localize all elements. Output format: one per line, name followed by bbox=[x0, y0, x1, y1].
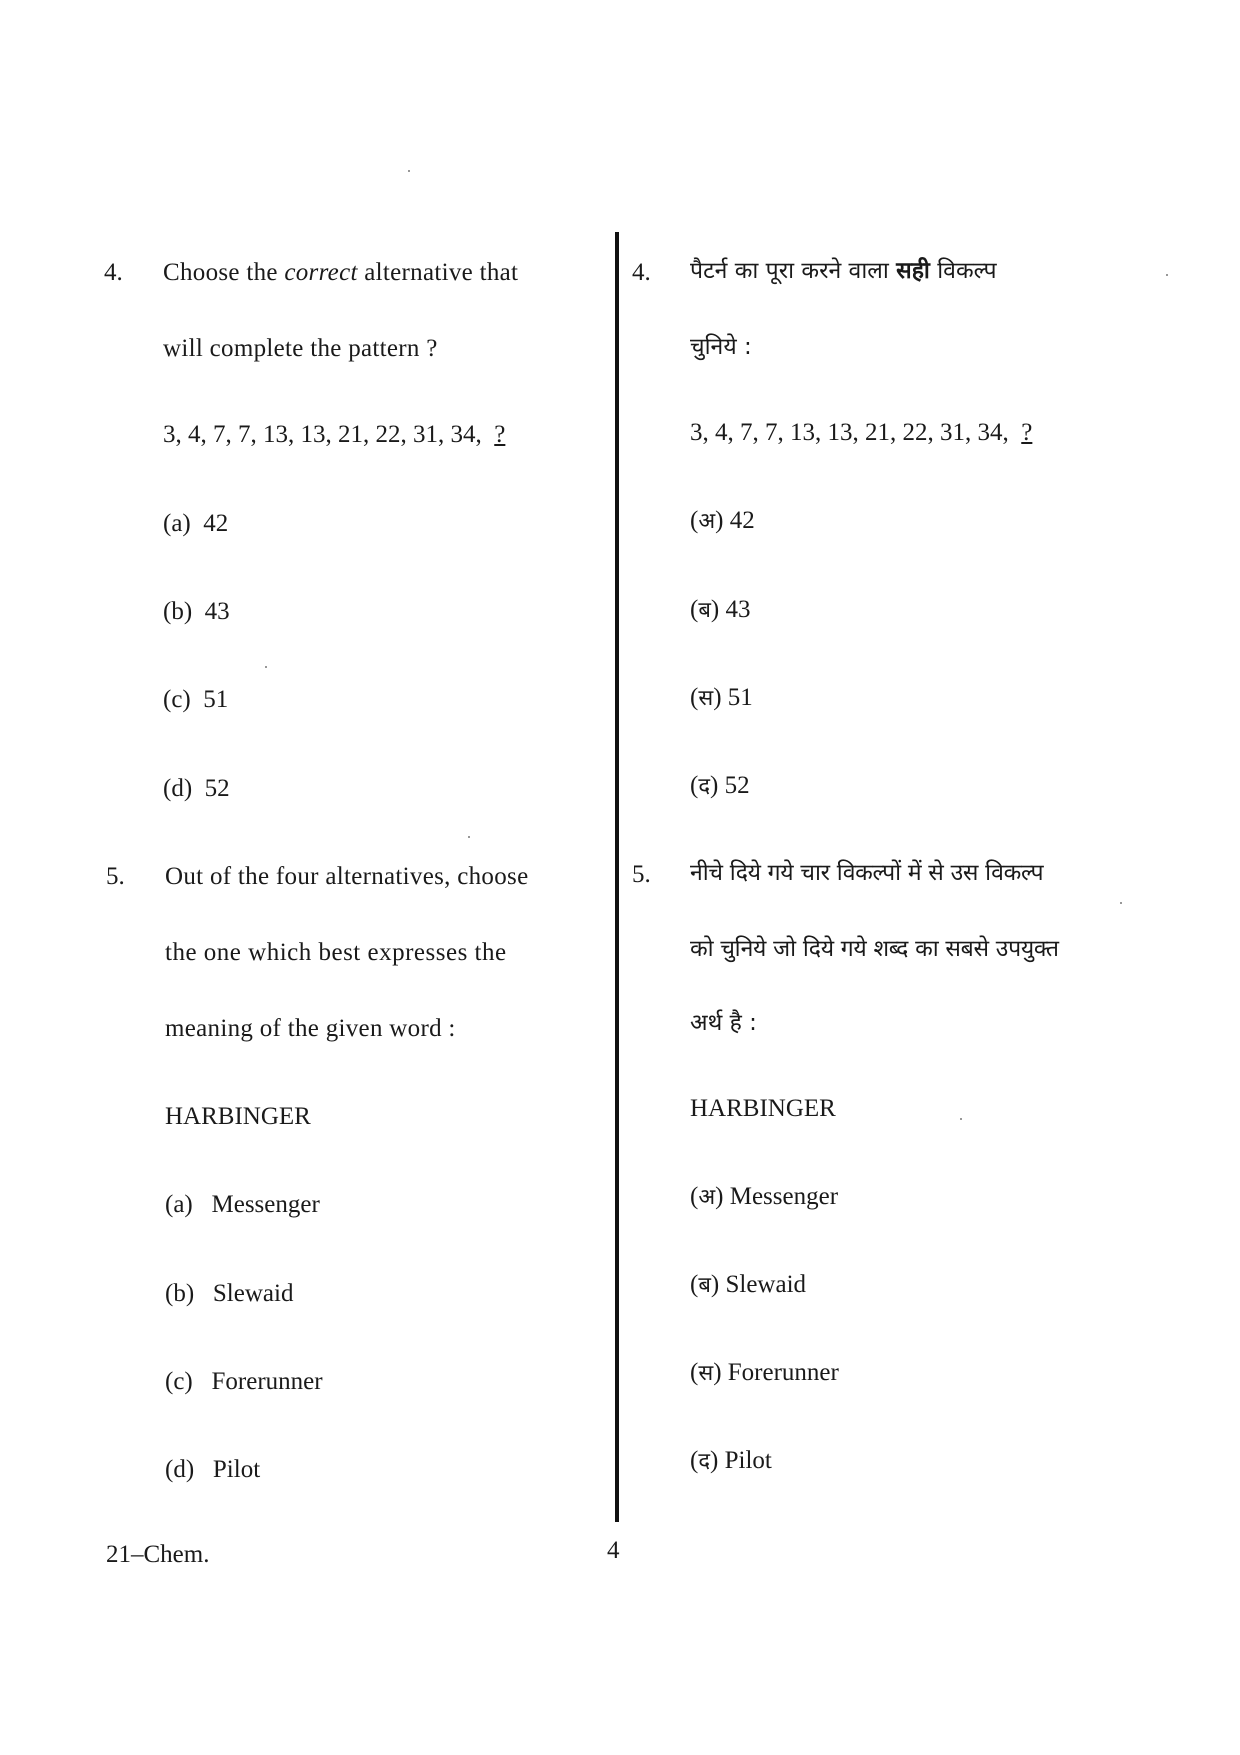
q4-stem-emphasis: correct bbox=[284, 259, 358, 286]
hindi-q4-sequence-blank: ? bbox=[1021, 419, 1033, 446]
hindi-q4-option-c: (स) 51 bbox=[690, 684, 753, 711]
q5-option-d: (d) Pilot bbox=[165, 1456, 261, 1483]
q5-stem-line1: Out of the four alternatives, choose bbox=[165, 863, 529, 890]
hindi-q5-stem-line2: को चुनिये जो दिये गये शब्द का सबसे उपयुक्त bbox=[690, 936, 1059, 962]
hindi-q4-sequence: 3, 4, 7, 7, 13, 13, 21, 22, 31, 34, ? bbox=[690, 419, 1033, 446]
q5-stem-line2: the one which best expresses the bbox=[165, 939, 507, 966]
scan-speck bbox=[408, 170, 410, 172]
q5-number: 5. bbox=[106, 863, 125, 890]
q4-sequence: 3, 4, 7, 7, 13, 13, 21, 22, 31, 34, ? bbox=[163, 421, 506, 448]
hindi-q4-stem-bold: सही bbox=[896, 258, 930, 284]
q4-option-a: (a) 42 bbox=[163, 510, 229, 537]
q4-number: 4. bbox=[104, 259, 123, 286]
hindi-q4-option-b: (ब) 43 bbox=[690, 596, 751, 623]
footer-code: 21–Chem. bbox=[106, 1541, 210, 1568]
scan-speck bbox=[1166, 274, 1168, 276]
q4-option-d: (d) 52 bbox=[163, 775, 230, 802]
q5-option-b: (b) Slewaid bbox=[165, 1280, 294, 1307]
hindi-q5-word: HARBINGER bbox=[690, 1095, 836, 1122]
q4-stem-line1: Choose the correct alternative that bbox=[163, 259, 519, 286]
scan-speck bbox=[960, 1118, 962, 1120]
hindi-q4-number: 4. bbox=[632, 259, 651, 286]
q4-sequence-blank: ? bbox=[494, 421, 506, 448]
scan-speck bbox=[1120, 902, 1122, 904]
column-divider bbox=[615, 232, 619, 1522]
q4-option-b: (b) 43 bbox=[163, 598, 230, 625]
hindi-q5-number: 5. bbox=[632, 861, 651, 888]
q4-option-c: (c) 51 bbox=[163, 686, 229, 713]
q5-option-c: (c) Forerunner bbox=[165, 1368, 323, 1395]
hindi-q5-stem-line3: अर्थ है : bbox=[690, 1010, 757, 1036]
hindi-q5-option-c: (स) Forerunner bbox=[690, 1359, 839, 1386]
hindi-q5-stem-line1: नीचे दिये गये चार विकल्पों में से उस विकल्प bbox=[690, 860, 1044, 886]
hindi-q5-option-a: (अ) Messenger bbox=[690, 1183, 839, 1210]
q5-word: HARBINGER bbox=[165, 1103, 311, 1130]
page-number: 4 bbox=[607, 1537, 620, 1564]
scan-speck bbox=[468, 836, 470, 838]
q5-option-a: (a) Messenger bbox=[165, 1191, 320, 1218]
q5-stem-line3: meaning of the given word : bbox=[165, 1015, 456, 1042]
hindi-q5-option-d: (द) Pilot bbox=[690, 1447, 772, 1474]
hindi-q5-option-b: (ब) Slewaid bbox=[690, 1271, 807, 1298]
hindi-q4-stem-line2: चुनिये : bbox=[690, 334, 752, 360]
hindi-q4-stem-line1: पैटर्न का पूरा करने वाला सही विकल्प bbox=[690, 258, 997, 284]
hindi-q4-option-a: (अ) 42 bbox=[690, 507, 755, 534]
hindi-q4-option-d: (द) 52 bbox=[690, 772, 750, 799]
scan-speck bbox=[265, 666, 267, 668]
q4-stem-line2: will complete the pattern ? bbox=[163, 335, 438, 362]
